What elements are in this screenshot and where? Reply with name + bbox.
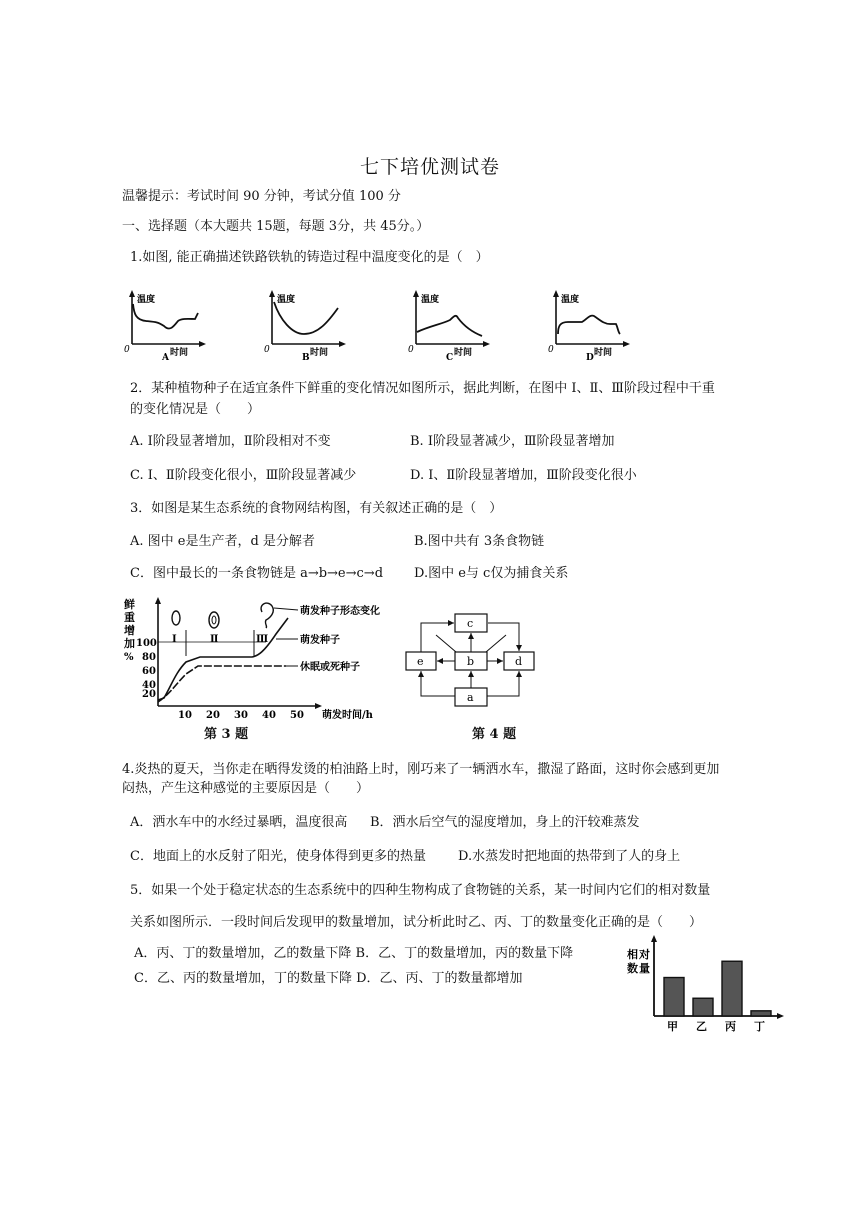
- q1-d-origin: 0: [548, 345, 554, 355]
- q1-c-xlabel: 时间: [454, 348, 473, 358]
- q2-option-b: B. Ⅰ阶段显著减少，Ⅲ阶段显著增加: [410, 434, 615, 449]
- bar-1: [693, 998, 713, 1016]
- page-title: 七下培优测试卷: [359, 156, 500, 178]
- fig3-ylabel-4: %: [124, 652, 134, 663]
- q4-stem-line2: 闷热，产生这种感觉的主要原因是（ ）: [122, 781, 370, 796]
- chart-ylabel-1: 对: [639, 948, 650, 961]
- q1-b-origin: 0: [264, 345, 270, 355]
- bar-label-1: 乙: [696, 1020, 707, 1033]
- q1-a-ylabel: 温度: [137, 295, 156, 305]
- q5-options-line2: C．乙、丙的数量增加，丁的数量下降 D．乙、丙、丁的数量都增加: [134, 971, 523, 986]
- fig4-node-a: a: [467, 691, 474, 704]
- bar-2: [722, 961, 742, 1016]
- q1-b-ylabel: 温度: [277, 295, 296, 305]
- fig3-xtick-30: 30: [234, 710, 248, 721]
- q4-option-a: A．洒水车中的水经过暴晒，温度很高: [130, 815, 348, 830]
- fig3-ylabel-1: 重: [124, 611, 135, 624]
- bar-0: [664, 978, 684, 1016]
- fig4-node-d: d: [515, 655, 523, 668]
- q1-graph-d: [548, 290, 630, 363]
- fig3-seed-weight-graph: [116, 594, 406, 724]
- fig3-xtick-20: 20: [206, 710, 220, 721]
- q1-graph-c: [408, 290, 490, 363]
- fig3-legend-germ: 萌发种子: [300, 635, 340, 646]
- fig4-food-web: [402, 610, 542, 714]
- q1-b-xlabel: 时间: [310, 348, 329, 358]
- fig4-caption: 第 4 题: [472, 727, 517, 742]
- fig4-node-e: e: [417, 655, 424, 668]
- q3-option-a: A. 图中 e是生产者，d 是分解者: [130, 534, 315, 549]
- q5-stem-line2: 关系如图所示．一段时间后发现甲的数量增加，试分析此时乙、丙、丁的数量变化正确的是（ ）: [130, 915, 703, 930]
- q2-option-d: D. Ⅰ、Ⅱ阶段显著增加，Ⅲ阶段变化很小: [410, 468, 637, 483]
- q1-c-origin: 0: [408, 345, 414, 355]
- chart-ylabel-3: 量: [639, 962, 650, 975]
- fig3-stage-1: Ⅰ: [172, 634, 177, 645]
- fig4-node-c: c: [467, 617, 474, 630]
- q1-d-ylabel: 温度: [561, 295, 580, 305]
- q4-option-c: C．地面上的水反射了阳光，使身体得到更多的热量: [130, 849, 426, 864]
- q1-b-letter: B: [302, 353, 310, 363]
- q1-a-letter: A: [162, 353, 169, 363]
- bar-label-0: 甲: [667, 1020, 678, 1033]
- q1-temperature-graphs: [122, 288, 642, 364]
- fig3-ytick-60: 60: [142, 666, 156, 677]
- q2-option-a: A. Ⅰ阶段显著增加，Ⅱ阶段相对不变: [130, 434, 331, 449]
- fig3-ytick-80: 80: [142, 652, 156, 663]
- q2-stem-line2: 的变化情况是（ ）: [130, 402, 261, 417]
- q4-option-d: D.水蒸发时把地面的热带到了人的身上: [458, 849, 681, 864]
- section-heading: 一、选择题（本大题共 15题，每题 3分，共 45分。）: [122, 219, 430, 234]
- bar-3: [751, 1011, 771, 1016]
- q1-c-letter: C: [446, 353, 454, 363]
- fig3-legend-dormant: 休眠或死种子: [300, 662, 360, 673]
- fig3-stage-2: Ⅱ: [210, 634, 219, 645]
- fig3-ylabel-3: 加: [124, 637, 135, 650]
- fig3-ylabel-2: 增: [124, 624, 135, 637]
- q1-a-origin: 0: [124, 345, 130, 355]
- fig3-xtick-10: 10: [178, 710, 192, 721]
- q1-graph-b: [264, 290, 346, 363]
- q4-stem-line1: 4.炎热的夏天，当你走在晒得发烫的柏油路上时，刚巧来了一辆洒水车，撒湿了路面，这时你会感到更加: [122, 762, 720, 777]
- fig3-stage-3: Ⅲ: [256, 634, 269, 645]
- q3-option-b: B.图中共有 3条食物链: [414, 534, 545, 549]
- fig3-xlabel: 萌发时间/h: [322, 710, 373, 721]
- chart-ylabel-0: 相: [627, 948, 638, 961]
- fig3-ytick-40: 40: [142, 680, 156, 691]
- fig3-legend-shape: 萌发种子形态变化: [300, 606, 380, 617]
- fig4-node-b: b: [467, 655, 475, 668]
- q1-a-xlabel: 时间: [170, 348, 189, 358]
- q1-c-ylabel: 温度: [421, 295, 440, 305]
- bar-label-2: 丙: [725, 1020, 736, 1033]
- q5-stem-line1: 5．如果一个处于稳定状态的生态系统中的四种生物构成了食物链的关系，某一时间内它们的相对数量: [130, 883, 711, 898]
- q2-option-c: C. Ⅰ、Ⅱ阶段变化很小，Ⅲ阶段显著减少: [130, 468, 357, 483]
- seed-shape-1-icon: [172, 611, 180, 625]
- bar-label-3: 丁: [754, 1020, 765, 1033]
- fig3-xtick-50: 50: [290, 710, 304, 721]
- q1-d-xlabel: 时间: [594, 348, 613, 358]
- seed-shape-3-icon: [261, 603, 273, 628]
- q3-option-d: D.图中 e与 c仅为捕食关系: [414, 566, 569, 581]
- seed-shape-2-icon: [209, 612, 219, 628]
- fig3-ylabel-0: 鲜: [124, 598, 135, 611]
- q5-options-line1: A．丙、丁的数量增加，乙的数量下降 B．乙、丁的数量增加，丙的数量下降: [134, 946, 574, 961]
- fig3-xtick-40: 40: [262, 710, 276, 721]
- q1-d-letter: D: [586, 353, 594, 363]
- fig3-ytick-100: 100: [136, 638, 157, 649]
- q1-graph-a: [124, 290, 206, 363]
- q1-stem: 1.如图, 能正确描述铁路铁轨的铸造过程中温度变化的是（ ）: [130, 250, 489, 265]
- q2-stem-line1: 2．某种植物种子在适宜条件下鲜重的变化情况如图所示，据此判断，在图中 I、Ⅱ、Ⅲ阶段过程中干重: [130, 381, 715, 396]
- fig3-ytick-20: 20: [142, 689, 156, 700]
- q4-option-b: B．洒水后空气的湿度增加，身上的汗较难蒸发: [370, 815, 640, 830]
- q5-relative-quantity-chart: [618, 934, 788, 1034]
- q3-stem: 3．如图是某生态系统的食物网结构图，有关叙述正确的是（ ）: [130, 501, 503, 516]
- chart-ylabel-2: 数: [627, 962, 638, 975]
- fig3-caption: 第 3 题: [204, 727, 249, 742]
- q3-option-c: C．图中最长的一条食物链是 a→b→e→c→d: [130, 566, 384, 581]
- exam-notice: 温馨提示：考试时间 90 分钟，考试分值 100 分: [122, 189, 401, 204]
